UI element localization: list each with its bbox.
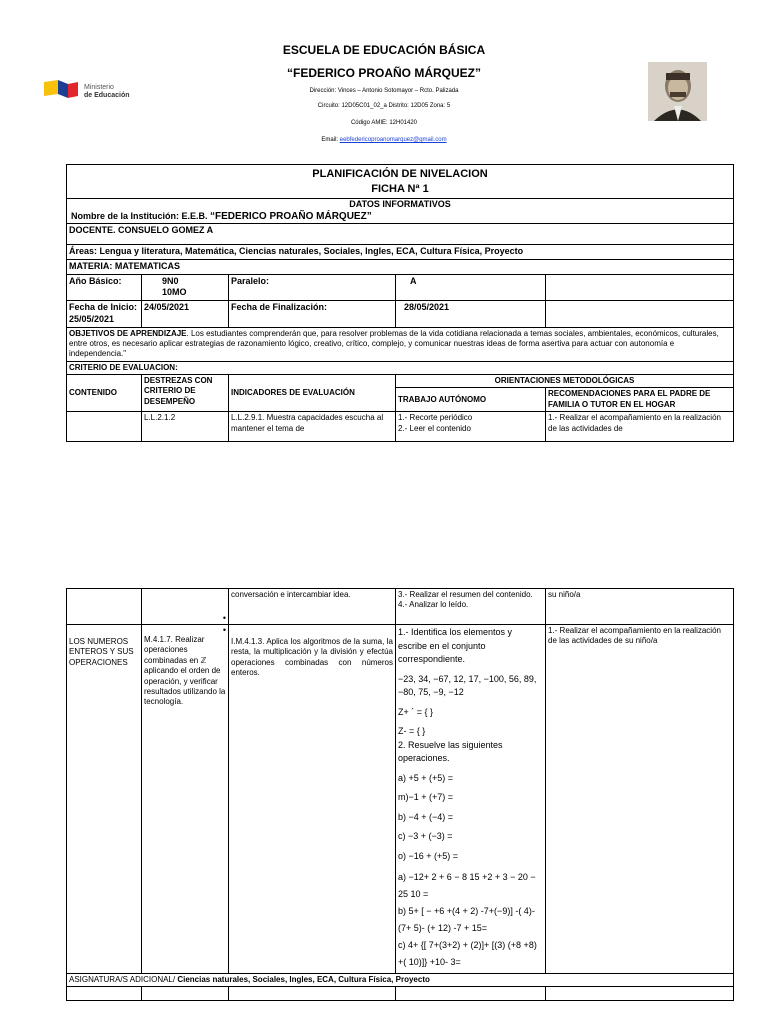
destreza-cell: M.4.1.7. Realizar operaciones combinadas en ℤ aplicando el orden de operación, y verificar resultados utilizando la tecnología.: [144, 635, 226, 707]
ex-a: a) −12+ 2 + 6 − 8 15 +2 + 3 − 20 − 25 10 =: [398, 872, 536, 900]
orientaciones: ORIENTACIONES METODOLÓGICAS: [396, 375, 734, 388]
school-name: “FEDERICO PROAÑO MÁRQUEZ”: [286, 66, 481, 80]
r1-indicador: conversación e intercambiar idea.: [229, 589, 396, 625]
school-amie: Código AMIE: 12H01420: [350, 120, 418, 126]
op-2: m)−1 + (+7) =: [398, 792, 454, 802]
institution-name: “FEDERICO PROAÑO MÁRQUEZ”: [210, 211, 372, 223]
logo-text-1: Ministerio: [84, 84, 114, 91]
email-label: Email:: [321, 137, 340, 143]
contenido-cell: LOS NUMEROS ENTEROS Y SUS OPERACIONES: [67, 625, 142, 974]
col-recomendaciones: RECOMENDACIONES PARA EL PADRE DE FAMILIA O TUTOR EN EL HOGAR: [546, 388, 734, 412]
col-indicadores: INDICADORES DE EVALUACIÓN: [229, 375, 396, 412]
institution-line: Nombre de la Institución: E.E.B. “FEDERICO PROAÑO MÁRQUEZ”: [71, 211, 372, 223]
trabajo-zminus: Z- = { }: [398, 726, 426, 736]
email-link[interactable]: eebfedericoproanomarquez@gmail.com: [339, 137, 447, 143]
op-5: o) −16 + (+5) =: [398, 850, 459, 861]
trabajo-t2: 2. Resuelve las siguientes operaciones.: [398, 739, 503, 763]
col-trabajo: TRABAJO AUTÓNOMO: [396, 388, 546, 412]
datos-informativos: DATOS INFORMATIVOS: [349, 198, 451, 209]
row-indicador: L.L.2.9.1. Muestra capacidades escucha al mantener el tema de: [229, 412, 396, 442]
row-trabajo-2: 2.- Leer el contenido: [398, 423, 471, 433]
objetivos: OBJETIVOS DE APRENDIZAJE. Los estudiantes comprenderán que, para resolver problemas de la vida cotidiana relacionada a temas sociales, ambientales, económicos, culturales, entre otros, es necesario aplicar estrategias de razonamiento lógico, creativo, crítico, complejo, y comunicar nuestras ideas de forma asertiva para actuar con autonomía e independencia.": [67, 327, 734, 361]
areas: Áreas: Lengua y literatura, Matemática, Ciencias naturales, Sociales, Ingles, ECA, Cultura Física, Proyecto: [67, 245, 734, 260]
docente: DOCENTE. CONSUELO GOMEZ A: [67, 224, 734, 245]
trabajo-numbers: −23, 34, −67, 12, 17, −100, 56, 89, −80, 75, −9, −12: [398, 673, 537, 697]
anio-value-2: 10MO: [162, 287, 187, 298]
fin-label: Fecha de Finalización:: [229, 301, 396, 327]
logo-text-2: de Educación: [84, 92, 130, 99]
row-trabajo-1: 1.- Recorte periódico: [398, 413, 473, 423]
asignatura-row: ASIGNATURA/S ADICIONAL/ Ciencias naturales, Sociales, Ingles, ECA, Cultura Física, Proyecto: [67, 973, 734, 986]
paralelo-label: Paralelo:: [229, 274, 396, 300]
r1-trabajo-1: 3.- Realizar el resumen del contenido.: [398, 590, 533, 599]
col-contenido: CONTENIDO: [67, 375, 142, 412]
op-1: a) +5 + (+5) =: [398, 772, 454, 783]
trabajo-t1: 1.- Identifica los elementos y escribe en el conjunto correspondiente.: [398, 627, 513, 664]
ex-c: c) 4+ {[ 7+(3+2) + (2)]+ [(3) (+8 +8) +( 10)]} +10- 3=: [398, 940, 537, 968]
criterio: CRITERIO DE EVALUACION:: [67, 361, 734, 374]
fin-value: 28/05/2021: [396, 301, 546, 327]
plan-subtitle: FICHA Nª 1: [371, 182, 429, 195]
anio-label: Año Básico:: [67, 274, 142, 300]
ministry-flag-icon: [44, 78, 154, 104]
school-circuit: Circuito: 12D05C01_02_a Distrito: 12D05 Zona: 5: [317, 103, 451, 109]
r1-trabajo-2: 4.- Analizar lo leído.: [398, 600, 469, 610]
row-destreza: L.L.2.1.2: [142, 412, 229, 442]
paralelo-value: A: [396, 274, 546, 300]
school-email-line: [0, 137, 768, 143]
recom-cell: 1.- Realizar el acompañamiento en la realización de las actividades de su niño/a: [546, 625, 734, 974]
trabajo-zplus: Z+ ´ = { }: [398, 706, 434, 717]
r1-recom: su niño/a: [546, 589, 734, 625]
ex-b: b) 5+ [ − +6 +(4 + 2) -7+(−9)] -( 4)- (7+ 5)- (+ 12) -7 + 15=: [398, 906, 535, 934]
portrait-photo: [648, 62, 707, 121]
planning-table-page1: [66, 164, 734, 442]
plan-title: PLANIFICACIÓN DE NIVELACION: [312, 168, 488, 180]
planning-table-page2: [66, 588, 734, 1001]
bullet-mark: •: [222, 613, 226, 623]
indicador-cell: I.M.4.1.3. Aplica los algoritmos de la suma, la resta, la multiplicación y la división y efectúa operaciones combinadas con números enteros.: [229, 625, 396, 974]
anio-value-1: 9N0: [162, 275, 179, 286]
inicio-label: Fecha de Inicio:: [69, 302, 138, 313]
ministry-logo: [44, 78, 154, 104]
op-4: c) −3 + (−3) =: [398, 831, 453, 841]
row-recom: 1.- Realizar el acompañamiento en la realización de las actividades de: [546, 412, 734, 442]
col-destrezas: DESTREZAS CON CRITERIO DE DESEMPEÑO: [142, 375, 229, 412]
trabajo-cell: [396, 625, 546, 974]
inicio-value-2: 25/05/2021: [69, 313, 115, 324]
school-title: ESCUELA DE EDUCACIÓN BÁSICA: [282, 43, 486, 57]
materia: MATERIA: MATEMATICAS: [67, 260, 734, 275]
op-3: b) −4 + (−4) =: [398, 811, 454, 822]
bullet-mark-2: •: [222, 625, 226, 635]
inicio-value: 24/05/2021: [142, 301, 229, 327]
school-address: Dirección: Vinces – Antonio Sotomayor – Rcto. Palizada: [309, 88, 459, 94]
